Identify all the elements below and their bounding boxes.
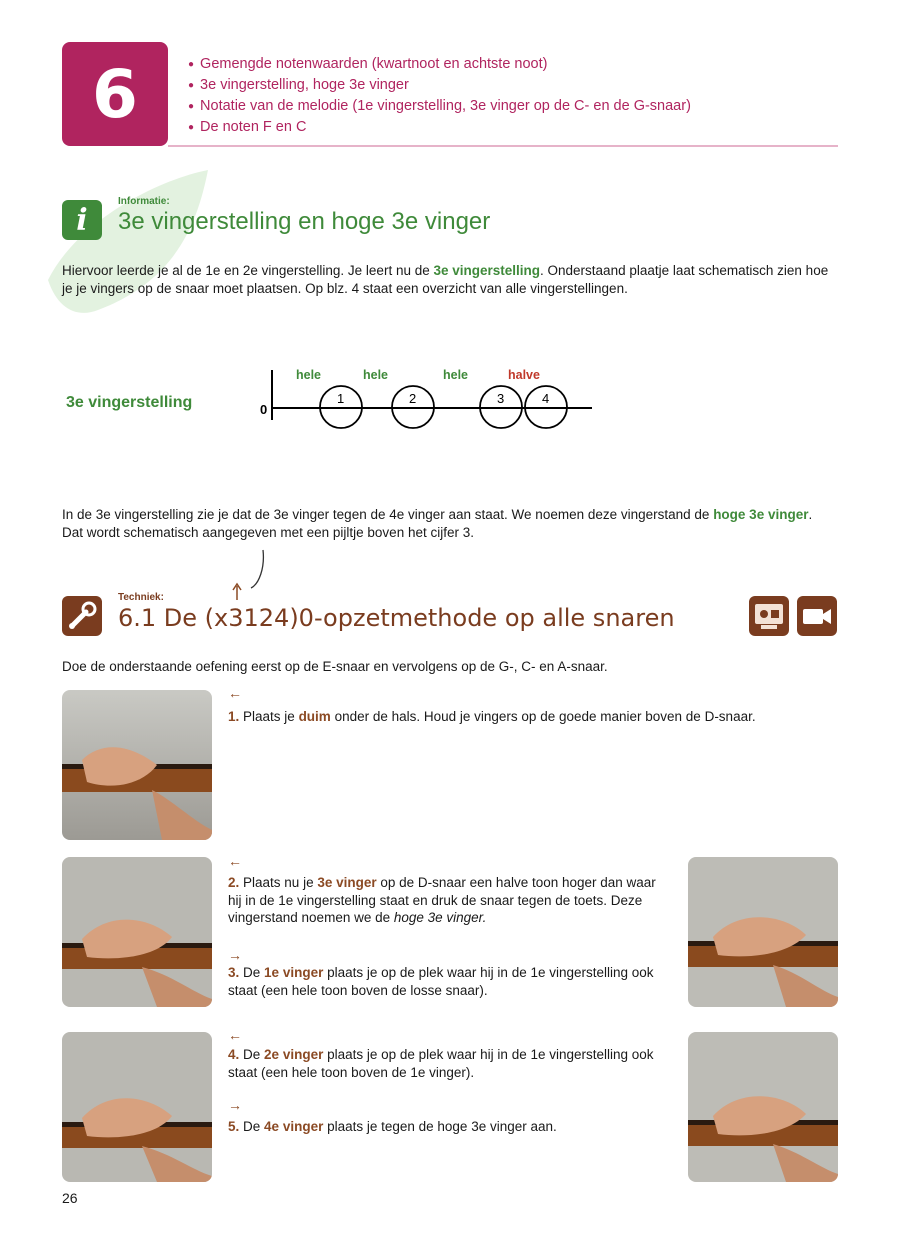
chapter-number-box xyxy=(62,42,168,146)
page-number: 26 xyxy=(62,1190,78,1206)
left-arrow-icon: ← xyxy=(228,685,242,701)
info-paragraph-2: In de 3e vingerstelling zie je dat de 3e vinger tegen de 4e vinger aan staat. We noemen deze vingerstand de hoge 3e vinger. Dat wordt schematisch aangegeven met een pijltje boven het cijfer 3. xyxy=(62,507,813,540)
chapter-number: 6 xyxy=(92,55,138,133)
finger-number: 3 xyxy=(497,391,505,406)
interval-label: hele xyxy=(363,368,389,382)
violin-hand-photo xyxy=(62,690,212,840)
step-2: 2. Plaats nu je 3e vinger op de D-snaar een halve toon hoger dan waar hij in de 1e vingerstelling staat en druk de snaar tegen de toets. Deze vingerstand noemen we de hoge 3e vinger. xyxy=(228,875,656,925)
technique-kicker: Techniek: xyxy=(118,592,164,603)
step-5: 5. De 4e vinger plaats je tegen de hoge 3e vinger aan. xyxy=(228,1119,557,1134)
open-string-label: 0 xyxy=(260,402,268,417)
chapter-topics xyxy=(188,54,691,138)
finger-number: 4 xyxy=(542,391,550,406)
right-arrow-icon: → xyxy=(228,1097,242,1113)
finger-number: 1 xyxy=(337,391,345,406)
topic-item: ● De noten F en C xyxy=(188,117,691,138)
violin-hand-photo xyxy=(62,857,212,1007)
video-camera-icon[interactable] xyxy=(797,596,837,636)
info-title: 3e vingerstelling en hoge 3e vinger xyxy=(118,208,491,235)
interval-label: hele xyxy=(443,368,469,382)
header-divider xyxy=(168,145,838,147)
technique-intro: Doe de onderstaande oefening eerst op de E-snaar en vervolgens op de G-, C- en A-snaar. xyxy=(62,659,608,674)
technique-title: 6.1 De (x3124)0-opzetmethode op alle snaren xyxy=(118,604,675,632)
info-kicker: Informatie: xyxy=(118,196,170,207)
info-icon: i xyxy=(62,200,102,240)
right-arrow-icon: → xyxy=(228,947,242,963)
finger-number: 2 xyxy=(409,391,417,406)
presentation-icon[interactable] xyxy=(749,596,789,636)
topic-item: ● Gemengde notenwaarden (kwartnoot en achtste noot) xyxy=(188,54,691,75)
pointer-arrow-icon xyxy=(225,548,275,603)
topic-item: ● 3e vingerstelling, hoge 3e vinger xyxy=(188,75,691,96)
leaf-decoration xyxy=(38,160,228,330)
interval-label: halve xyxy=(508,368,540,382)
wrench-icon xyxy=(62,596,102,636)
step-4: 4. De 2e vinger plaats je op de plek waar hij in de 1e vingerstelling ook staat (een hele toon boven de 1e vinger). xyxy=(228,1047,654,1080)
step-1: 1. Plaats je duim onder de hals. Houd je vingers op de goede manier boven de D-snaar. xyxy=(228,709,756,724)
step-3: 3. De 1e vinger plaats je op de plek waar hij in de 1e vingerstelling ook staat (een hele toon boven de losse snaar). xyxy=(228,965,654,998)
violin-hand-photo xyxy=(62,1032,212,1182)
left-arrow-icon: ← xyxy=(228,1027,242,1043)
info-paragraph-1: Hiervoor leerde je al de 1e en 2e vingerstelling. Je leert nu de 3e vingerstelling. Onderstaand plaatje laat schematisch zien hoe je je vingers op de snaar moet plaatsen. Op blz. 4 staat een overzicht van alle vingerstellingen. xyxy=(62,263,829,296)
topic-item: ● Notatie van de melodie (1e vingerstelling, 3e vinger op de C- en de G-snaar) xyxy=(188,96,691,117)
finger-position-diagram xyxy=(250,362,600,442)
left-arrow-icon: ← xyxy=(228,853,242,869)
interval-label: hele xyxy=(296,368,322,382)
diagram-label: 3e vingerstelling xyxy=(66,394,193,411)
violin-hand-photo xyxy=(688,857,838,1007)
violin-hand-photo xyxy=(688,1032,838,1182)
